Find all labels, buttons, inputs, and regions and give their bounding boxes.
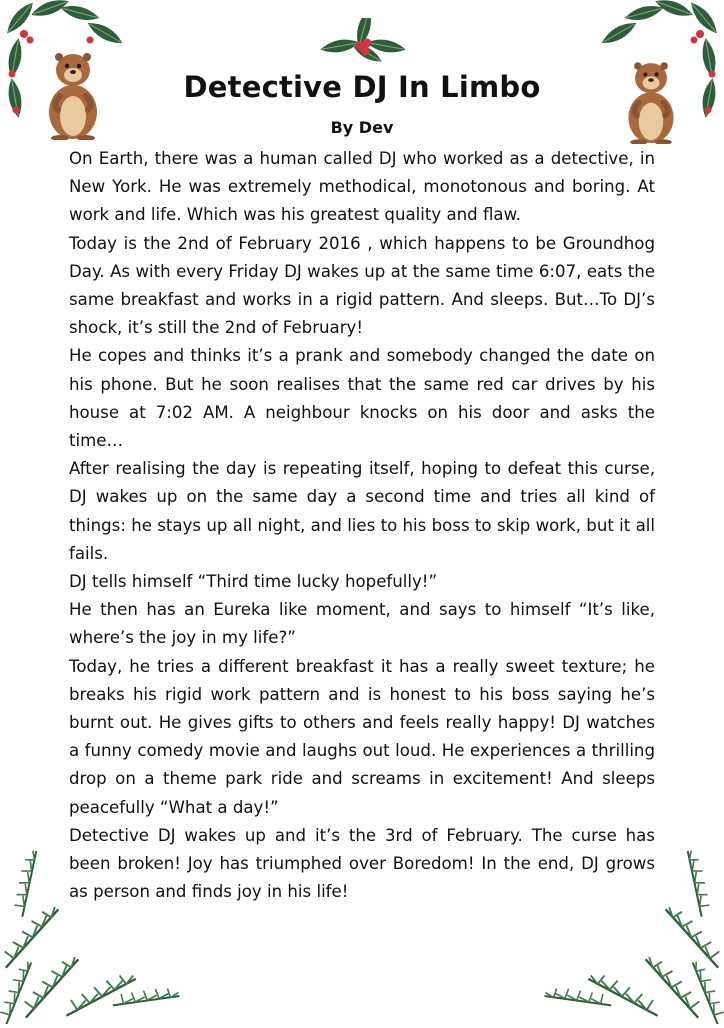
story-body (69, 145, 655, 906)
author-byline: By Dev (330, 118, 394, 137)
story-paragraph: Today, he tries a different breakfast it has a really sweet texture; he breaks his rigid work pattern and is honest to his boss saying he’s burnt out. He gives gifts to others and feels really happy! DJ watches a funny comedy movie and laughs out loud. He experiences a thrilling drop on a theme park ride and screams in excitement! And sleeps peacefully “What a day!” (69, 656, 655, 817)
story-paragraph: He copes and thinks it’s a prank and somebody changed the date on his phone. But he soon realises that the same red car drives by his house at 7:02 AM. A neighbour knocks on his door and asks the time… (69, 346, 655, 451)
story-paragraph: He then has an Eureka like moment, and says to himself “It’s like, where’s the joy in my life?” (69, 600, 655, 648)
pine-branch-icon (0, 850, 190, 1024)
story-paragraph: On Earth, there was a human called DJ who worked as a detective, in New York. He was extremely methodical, monotonous and boring. At work and life. Which was his greatest quality and flaw. (69, 149, 655, 225)
story-paragraph: Detective DJ wakes up and it’s the 3rd of February. The curse has been broken! Joy has triumphed over Boredom! In the end, DJ grows as person and finds joy in his life! (69, 825, 655, 902)
story-paragraph: After realising the day is repeating itself, hoping to defeat this curse, DJ wakes up on the same day a second time and tries all kind of things: he stays up all night, and lies to his boss to skip work, but it all fails. (69, 459, 655, 563)
top-center-decoration (320, 18, 406, 66)
document-title: Detective DJ In Limbo (183, 70, 541, 104)
bottom-left-decoration (0, 850, 190, 1024)
holly-sprig-icon (320, 18, 406, 66)
bottom-right-decoration (534, 850, 724, 1024)
pine-branch-icon (534, 850, 724, 1024)
story-paragraph: DJ tells himself “Third time lucky hopefully!” (69, 572, 438, 592)
story-paragraph: Today is the 2nd of February 2016 , which happens to be Groundhog Day. As with every Friday DJ wakes up at the same time 6:07, eats the same breakfast and works in a rigid pattern. And sleeps. But…To DJ’s shock, it’s still the 2nd of February! (69, 233, 655, 338)
